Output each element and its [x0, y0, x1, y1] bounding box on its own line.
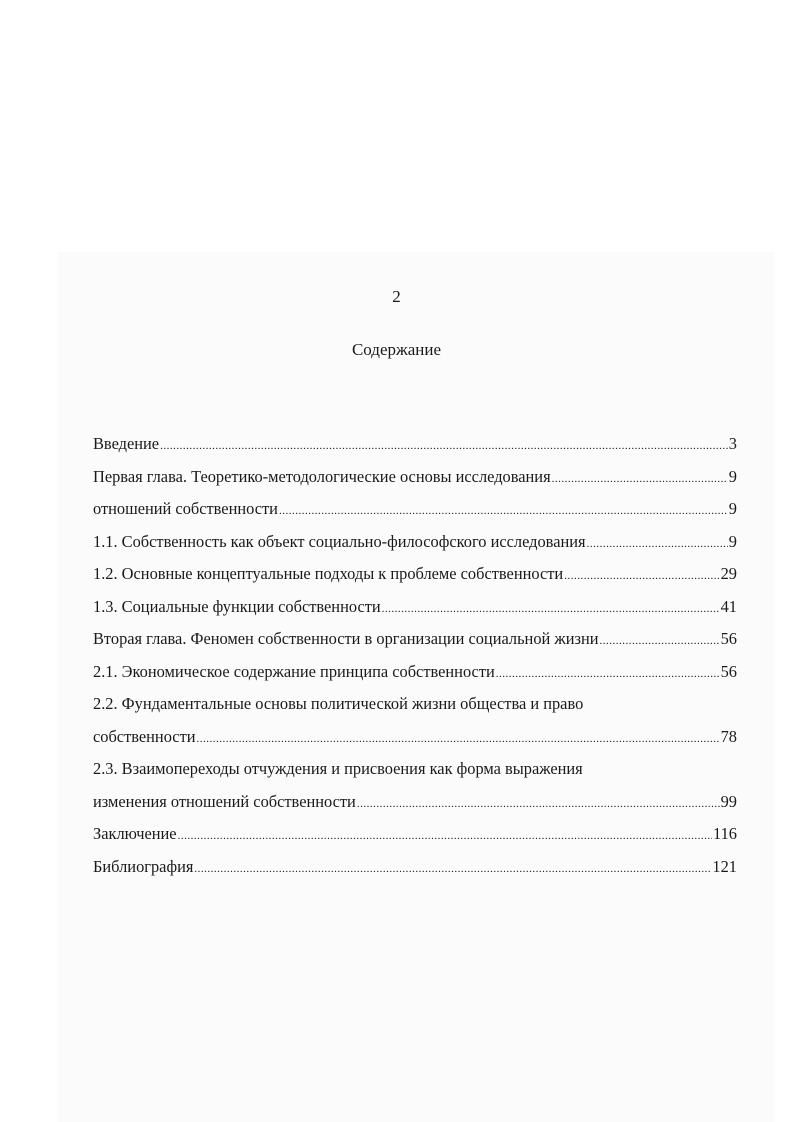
- dot-leader: [496, 662, 720, 684]
- toc-entry-section-2-2[interactable]: [93, 694, 737, 727]
- toc-entry-text: 1.2. Основные концептуальные подходы к проблеме собственности: [93, 564, 564, 583]
- dot-leader: [178, 824, 712, 846]
- toc-entry-chapter-2[interactable]: [93, 629, 737, 662]
- toc-entry-conclusion[interactable]: [93, 824, 737, 857]
- toc-entry-text: 2.1. Экономическое содержание принципа собственности: [93, 661, 495, 681]
- toc-entry-text: Вторая глава. Феномен собственности в организации социальной жизни: [93, 629, 599, 648]
- toc-entry-text: Библиография: [93, 856, 194, 876]
- toc-entry-text: 1.3. Социальные функции собственности: [93, 596, 381, 616]
- toc-entry-bibliography[interactable]: [93, 857, 737, 890]
- toc-entry-chapter-1[interactable]: [93, 467, 737, 500]
- toc-entry-text: изменения отношений собственности: [93, 791, 356, 811]
- toc-entry-text: 2.3. Взаимопереходы отчуждения и присвоения как форма выражения: [93, 759, 583, 778]
- toc-entry-page: 56: [720, 661, 737, 681]
- toc-entry-text: собственности: [93, 726, 196, 746]
- dot-leader: [194, 857, 711, 879]
- page-number: 2: [392, 287, 401, 306]
- toc-entry-page: 99: [720, 791, 737, 811]
- toc-entry-section-2-3-cont[interactable]: [93, 792, 737, 825]
- toc-entry-page: 29: [720, 564, 737, 583]
- toc-entry-section-2-1[interactable]: [93, 662, 737, 695]
- table-of-contents: [93, 434, 737, 889]
- dot-leader: [357, 792, 720, 814]
- dot-leader: [587, 532, 728, 554]
- toc-entry-text: 1.1. Собственность как объект социально-философского исследования: [93, 531, 586, 551]
- toc-entry-text: Первая глава. Теоретико-методологические основы исследования: [93, 466, 551, 486]
- dot-leader: [382, 597, 720, 619]
- dot-leader: [160, 434, 728, 456]
- toc-entry-page: 41: [720, 596, 737, 616]
- dot-leader: [279, 499, 728, 521]
- toc-entry-section-1-2[interactable]: [93, 564, 737, 597]
- toc-entry-introduction[interactable]: [93, 434, 737, 467]
- toc-entry-text: отношений собственности: [93, 499, 278, 518]
- toc-entry-page: 9: [728, 499, 737, 518]
- toc-entry-section-1-3[interactable]: [93, 597, 737, 630]
- toc-entry-page: 56: [720, 629, 737, 648]
- toc-entry-chapter-1-cont[interactable]: [93, 499, 737, 532]
- toc-entry-text: 2.2. Фундаментальные основы политической жизни общества и право: [93, 694, 584, 713]
- dot-leader: [552, 467, 728, 489]
- toc-entry-page: 3: [728, 434, 737, 453]
- toc-entry-page: 9: [728, 466, 737, 486]
- toc-entry-page: 9: [728, 531, 737, 551]
- toc-entry-section-1-1[interactable]: [93, 532, 737, 565]
- dot-leader: [197, 727, 720, 749]
- toc-entry-text: Введение: [93, 434, 160, 453]
- dot-leader: [600, 629, 720, 651]
- toc-entry-text: Заключение: [93, 824, 177, 843]
- toc-entry-section-2-2-cont[interactable]: [93, 727, 737, 760]
- toc-entry-page: 78: [720, 726, 737, 746]
- toc-entry-page: 121: [712, 856, 737, 876]
- toc-entry-page: 116: [713, 824, 737, 843]
- dot-leader: [564, 564, 719, 586]
- page-title: Содержание: [351, 340, 442, 359]
- toc-entry-section-2-3[interactable]: [93, 759, 737, 792]
